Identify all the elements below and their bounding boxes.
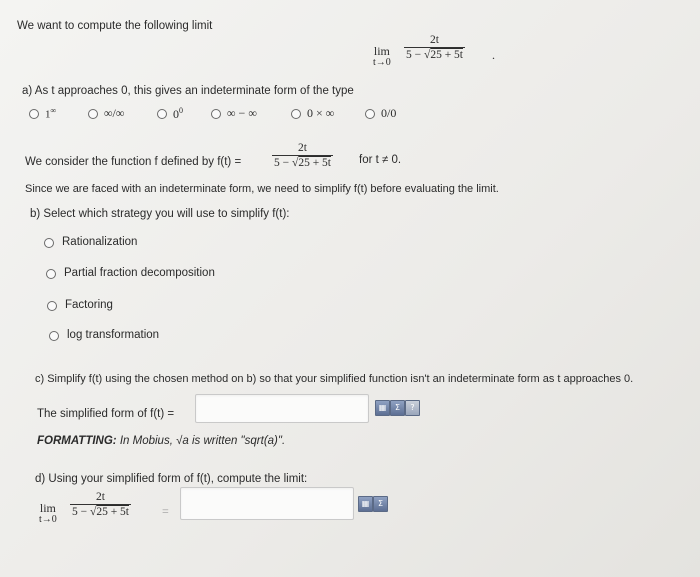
radio-button[interactable] (157, 109, 167, 119)
part-d-label: d) Using your simplified form of f(t), compute the limit: (35, 473, 308, 485)
part-d-fraction (70, 491, 131, 518)
equation-editor-icon[interactable]: Σ (390, 400, 405, 416)
simplified-form-label: The simplified form of f(t) = (37, 408, 175, 420)
option-label: log transformation (67, 329, 160, 341)
denominator: 5 − √25 + 5t (72, 506, 129, 518)
main-limit-fraction (404, 34, 465, 61)
option-label: 1∞ (45, 106, 57, 121)
limit-answer-input[interactable] (180, 487, 354, 520)
radio-button[interactable] (211, 109, 221, 119)
numerator: 2t (430, 34, 439, 46)
help-icon[interactable]: ? (405, 400, 420, 416)
part-d-limit-operator: lim t→0 (39, 501, 57, 525)
function-fraction (272, 142, 333, 169)
simplified-form-input[interactable] (195, 394, 369, 423)
option-label: 0/0 (381, 106, 397, 120)
option-label: ∞/∞ (104, 106, 125, 120)
radio-button[interactable] (88, 109, 98, 119)
option-label: Rationalization (62, 236, 138, 248)
option-label: ∞ − ∞ (227, 106, 257, 120)
preview-icon[interactable]: ▦ (375, 400, 390, 416)
part-b-label: b) Select which strategy you will use to simplify f(t): (30, 208, 290, 220)
radio-button[interactable] (49, 331, 59, 341)
option-label: $0^0$ (173, 106, 183, 121)
radio-button[interactable] (291, 109, 301, 119)
radio-button[interactable] (46, 269, 56, 279)
radio-button[interactable] (44, 238, 54, 248)
equals-sign: = (162, 504, 169, 518)
equation-editor-icon[interactable]: Σ (373, 496, 388, 512)
function-definition-prefix: We consider the function f defined by f(t) = (25, 156, 242, 168)
option-label: Factoring (65, 299, 113, 311)
option-label: Partial fraction decomposition (64, 267, 215, 279)
radio-button[interactable] (365, 109, 375, 119)
intro-text: We want to compute the following limit (17, 20, 213, 32)
main-limit-operator: lim t→0 (373, 44, 391, 68)
numerator: 2t (96, 491, 105, 503)
denominator: 5 − √25 + 5t (406, 49, 463, 61)
formatting-note: FORMATTING: In Mobius, √a is written "sqrt(a)". (37, 435, 286, 447)
option-label: 0 × ∞ (307, 106, 335, 120)
radio-button[interactable] (29, 109, 39, 119)
preview-icon[interactable]: ▦ (358, 496, 373, 512)
numerator: 2t (298, 142, 307, 154)
denominator: 5 − √25 + 5t (274, 157, 331, 169)
since-text: Since we are faced with an indeterminate form, we need to simplify f(t) before evaluating the limit. (25, 183, 499, 195)
radio-button[interactable] (47, 301, 57, 311)
part-a-label: a) As t approaches 0, this gives an indeterminate form of the type (22, 85, 354, 97)
part-c-label: c) Simplify f(t) using the chosen method on b) so that your simplified function isn't an indeterminate form as t approaches 0. (35, 373, 634, 385)
function-definition-suffix: for t ≠ 0. (359, 154, 402, 166)
main-limit-period: . (492, 48, 495, 62)
